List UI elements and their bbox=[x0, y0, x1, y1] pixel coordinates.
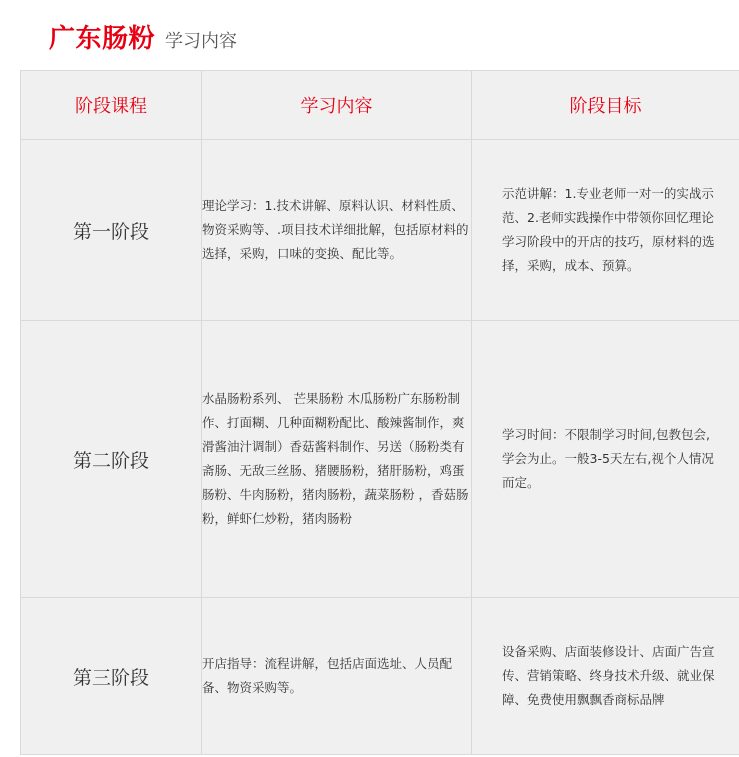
column-header-content: 学习内容 bbox=[202, 71, 472, 140]
stage-cell: 第三阶段 bbox=[21, 598, 202, 755]
content-cell: 开店指导：流程讲解，包括店面选址、人员配备、物资采购等。 bbox=[202, 598, 472, 755]
table-row bbox=[21, 140, 739, 321]
content-cell: 理论学习：1.技术讲解、原料认识、材料性质、物资采购等、.项目技术详细批解，包括原材料的选择，采购，口味的变换、配比等。 bbox=[202, 140, 472, 321]
section-heading bbox=[49, 18, 237, 52]
column-header-goal: 阶段目标 bbox=[472, 71, 739, 140]
goal-cell: 示范讲解：1.专业老师一对一的实战示范、2.老师实践操作中带领你回忆理论学习阶段中的开店的技巧，原材料的选择，采购，成本、预算。 bbox=[472, 140, 739, 321]
page-title: 广东肠粉 bbox=[49, 24, 156, 54]
page-subtitle: 学习内容 bbox=[165, 31, 238, 52]
column-header-stage: 阶段课程 bbox=[21, 71, 202, 140]
goal-cell: 设备采购、店面装修设计、店面广告宣传、营销策略、终身技术升级、就业保障、免费使用飘飘香商标品牌 bbox=[472, 598, 739, 755]
goal-cell: 学习时间：不限制学习时间,包教包会,学会为止。一般3-5天左右,视个人情况而定。 bbox=[472, 321, 739, 598]
table-row bbox=[21, 321, 739, 598]
course-table bbox=[20, 70, 739, 755]
stage-cell: 第二阶段 bbox=[21, 321, 202, 598]
stage-cell: 第一阶段 bbox=[21, 140, 202, 321]
table-row bbox=[21, 598, 739, 755]
content-cell: 水晶肠粉系列、 芒果肠粉 木瓜肠粉广东肠粉制作、打面糊、几种面糊粉配比、酸辣酱制作，爽滑酱油汁调制）香菇酱料制作、另送（肠粉类有斋肠、无敌三丝肠、猪腰肠粉，猪肝肠粉，鸡蛋肠粉、牛肉肠粉，猪肉肠粉，蔬菜肠粉 ，香菇肠粉，鲜虾仁炒粉，猪肉肠粉 bbox=[202, 321, 472, 598]
table-header-row bbox=[21, 71, 739, 140]
